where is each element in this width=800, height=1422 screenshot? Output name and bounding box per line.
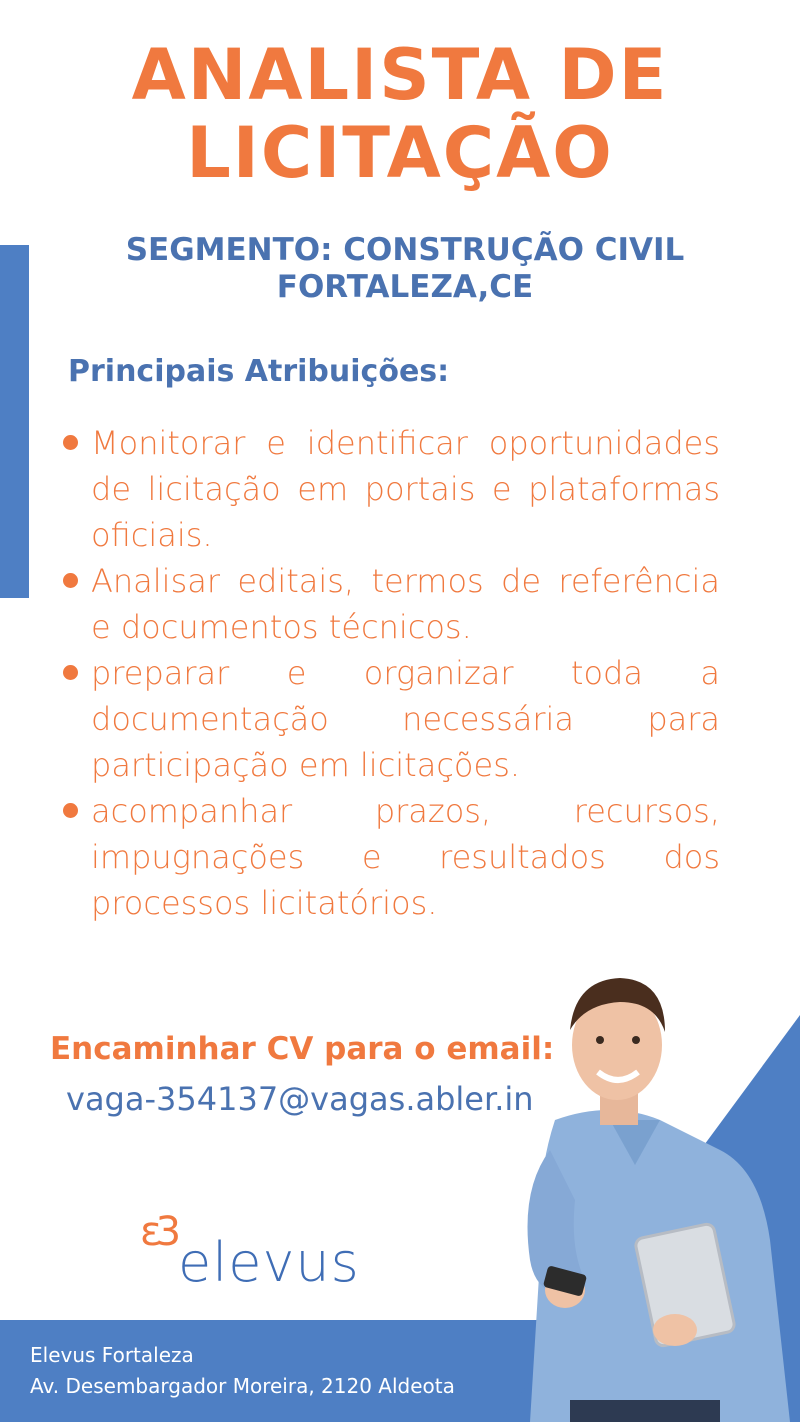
list-item-text: acompanhar prazos, recursos, impugnações e resultados dos processos licitatórios. bbox=[91, 792, 720, 922]
man-with-tablet-photo bbox=[460, 960, 800, 1422]
job-title-line-2: LICITAÇÃO bbox=[186, 112, 614, 194]
location-line: FORTALEZA,CE bbox=[276, 269, 534, 305]
responsibilities-list bbox=[60, 420, 720, 926]
office-name: Elevus Fortaleza bbox=[30, 1343, 194, 1367]
list-item bbox=[60, 558, 720, 650]
logo-mark: ε3 bbox=[140, 1209, 176, 1255]
email-link[interactable]: vaga-354137@vagas.abler.in bbox=[66, 1080, 534, 1118]
logo-wordmark: elevus bbox=[178, 1231, 360, 1294]
bullet-icon bbox=[63, 573, 78, 588]
office-address: Av. Desembargador Moreira, 2120 Aldeota bbox=[30, 1374, 455, 1398]
list-item-text: Monitorar e identificar oportunidades de licitação em portais e plataformas oficiais. bbox=[91, 424, 720, 554]
elevus-logo bbox=[140, 1210, 380, 1300]
bullet-icon bbox=[63, 435, 78, 450]
section-title: Principais Atribuições: bbox=[68, 354, 450, 389]
cv-instructions: Encaminhar CV para o email: bbox=[50, 1031, 555, 1067]
footer-address bbox=[30, 1340, 455, 1402]
segment-info bbox=[0, 232, 800, 306]
list-item-text: preparar e organizar toda a documentação necessária para participação em licitações. bbox=[91, 654, 720, 784]
segment-line: SEGMENTO: CONSTRUÇÃO CIVIL bbox=[125, 232, 685, 268]
list-item bbox=[60, 650, 720, 788]
job-title bbox=[0, 36, 800, 192]
list-item bbox=[60, 788, 720, 926]
job-title-line-1: ANALISTA DE bbox=[131, 34, 669, 116]
bullet-icon bbox=[63, 803, 78, 818]
bullet-icon bbox=[63, 665, 78, 680]
list-item-text: Analisar editais, termos de referência e documentos técnicos. bbox=[91, 562, 720, 646]
list-item bbox=[60, 420, 720, 558]
